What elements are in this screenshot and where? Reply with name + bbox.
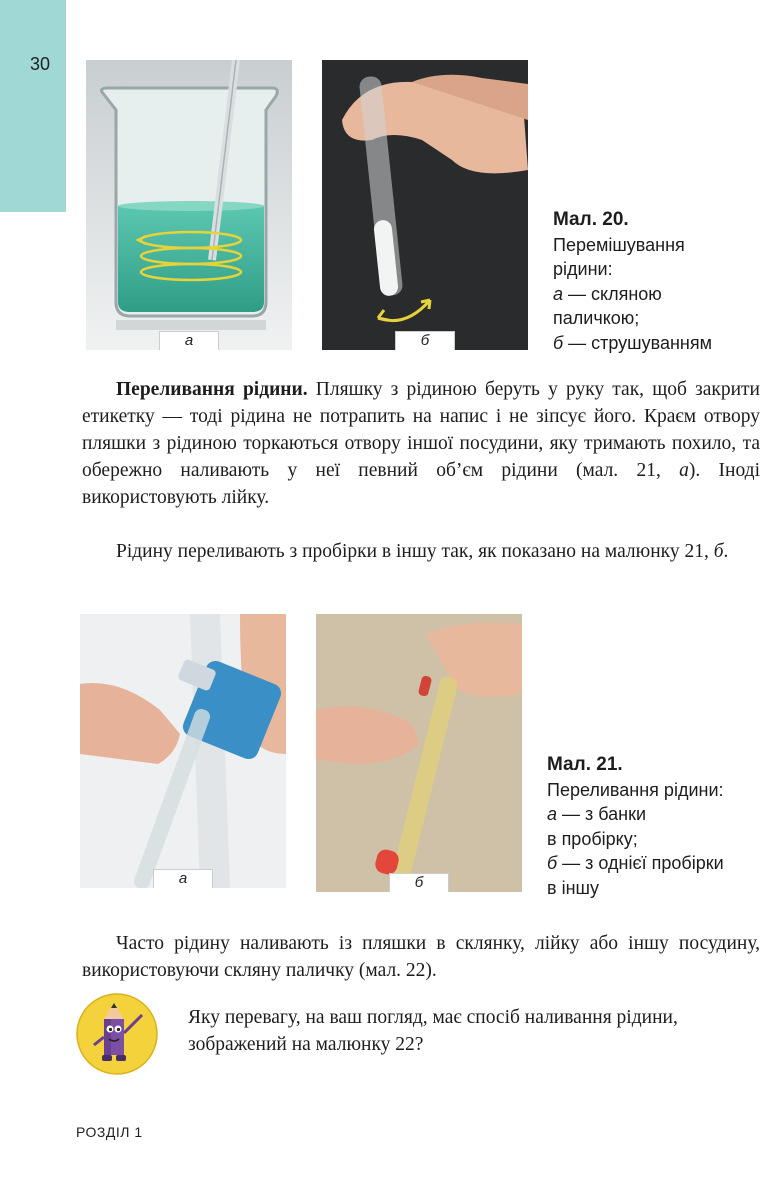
tube-to-tube-image [316, 614, 522, 892]
caption-item-b: б — з однієї пробірки [547, 853, 724, 873]
figure-20a-label: а [159, 331, 219, 350]
figure-20a-photo [86, 60, 292, 350]
caption-item-b: б — струшуванням [553, 332, 712, 353]
figure-21a-label: а [153, 869, 213, 888]
caption-item-a-cont: паличкою; [553, 308, 640, 328]
figure-20-caption [553, 208, 753, 355]
page-number: 30 [30, 54, 51, 74]
figure-21b-photo [316, 614, 522, 892]
test-tube-shaking-image [322, 60, 528, 350]
caption-line: Перемішування [553, 234, 685, 255]
paragraph-test-tube-pour: Рідину переливають з пробірки в іншу так, як показано на малюнку 21, б. [116, 541, 729, 562]
bottle-to-tube-image [80, 614, 286, 888]
caption-item-a: а — скляною [553, 283, 662, 304]
caption-line: Переливання рідини: [547, 779, 724, 800]
section-color-tab [0, 0, 66, 212]
figure-21-title: Мал. 21. [547, 754, 623, 775]
beaker-stirring-image [86, 60, 292, 350]
caption-item-a: а — з банки [547, 804, 647, 824]
section-footer: РОЗДІЛ 1 [76, 1124, 143, 1140]
figure-20b-photo [322, 60, 528, 350]
caption-line: рідини: [553, 259, 613, 279]
figure-21-caption [547, 753, 762, 900]
caption-item-b-cont: в іншу [547, 877, 599, 898]
figure-21b-label: б [389, 873, 449, 892]
question-text: Яку перевагу, на ваш погляд, має спосіб наливання рідини, зображений на малюнку 22? [188, 1007, 678, 1055]
figure-20b-label: б [395, 331, 455, 350]
figure-20-title: Мал. 20. [553, 209, 629, 230]
caption-item-a-cont: в пробірку; [547, 828, 638, 849]
paragraph-glass-rod: Часто рідину наливають із пляшки в склянку, лійку або іншу посудину, використовуючи скляну паличку (мал. 22). [82, 933, 760, 981]
figure-21a-photo [80, 614, 286, 888]
paragraph-pouring-liquid: Переливання рідини. Пляшку з рідиною беруть у руку так, щоб закрити етикетку — тоді рідина не потрапить на напис і не зіпсує його. Краєм отвору пляшки з рідиною торкаються отвору іншої посудини, яку тримають похило, та обережно наливають у неї певний об’єм рідини (мал. 21, а). Іноді використовують лійку. [82, 379, 760, 508]
pencil-mascot-icon [76, 993, 158, 1075]
